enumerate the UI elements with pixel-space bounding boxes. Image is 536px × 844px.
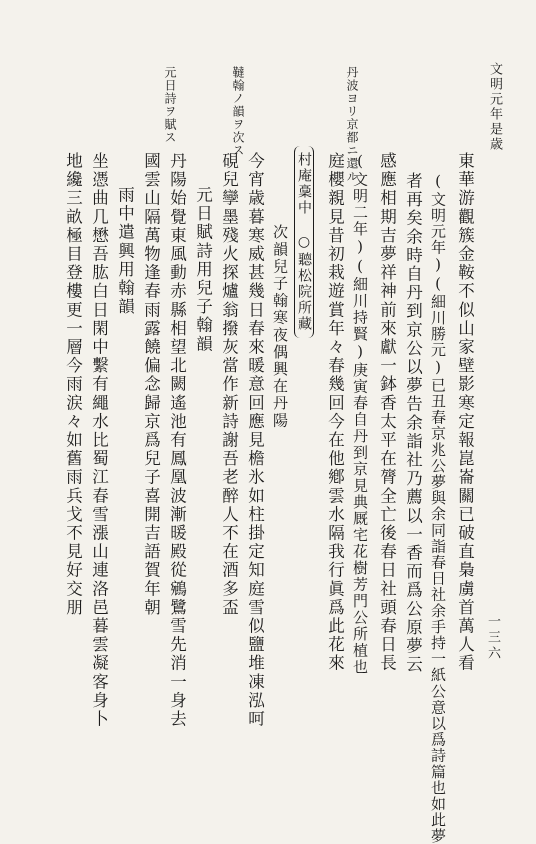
margin-note-rhyme: 韃翰ノ韻ヲ次ス [231,66,245,157]
margin-note-newyear: 元日詩ヲ賦ス [163,66,177,144]
poem-title: 雨中遣興用翰韻 [115,186,135,317]
text-column: 庭櫻親見昔初栽遊賞年々春幾回今在他鄕雲水隔我行眞爲此花來 [325,152,345,673]
poem-title: 次韻兒子翰寒夜偶興在丹陽 [271,224,289,430]
running-header: 文明元年是歳 [487,62,502,152]
text-column: 地纔三畝極目登樓更一層今雨涙々如舊雨兵戈不見好交朋 [63,152,83,617]
text-column: 感應相期吉夢祥神前來獻一鉢香太平在膂全亡後春日社頭春日長 [377,152,397,673]
text-column: 今宵歳暮寒威甚幾日春來暖意回應見檐氷如柱掛定知庭雪似鹽堆凍泓呵 [245,152,265,729]
text-column: 丹陽始覺東風動赤縣相望北闕遙池有鳳凰波漸暖殿從鵷鷺雪先消一身去 [167,152,187,729]
text-column: 硯兒孿墨殘火探爐翁撥灰當作新詩謝吾老醉人不在酒多盃 [219,152,239,617]
text-column: (文明二年)(細川持賢)庚寅春自丹到京見典厩宅花樹芳門公所植也 [351,152,369,676]
margin-note-return: 丹波ヨリ京都ニ還ル [345,66,359,183]
text-column: 者再矣余時自丹到京公以夢告余詣社乃薦以一香而爲公原夢云 [403,172,423,675]
text-column: 坐憑曲几懋吾肱白日閑中繫有繩水比蜀江春雪漲山連洛邑暮雲凝客身卜 [89,152,109,729]
text-column: 國雲山隔萬物逢春雨露饒偏念歸京爲兒子喜開吉語賀年朝 [141,152,161,617]
poem-title: 元日賦詩用兒子翰韻 [193,186,213,354]
text-column: 東華游觀簇金鞍不似山家壁影寒定報崑崙關已破直梟虜首萬人看 [455,152,475,673]
page-number: 一三六 [485,614,500,662]
text-column: (文明元年)(細川勝元)已丑春京兆公夢與余同詣春日社余手持一紙公意以爲詩篇也如此夢 [429,172,447,844]
section-title-box: 村庵稾中 ○聽松院所藏 [294,146,314,338]
